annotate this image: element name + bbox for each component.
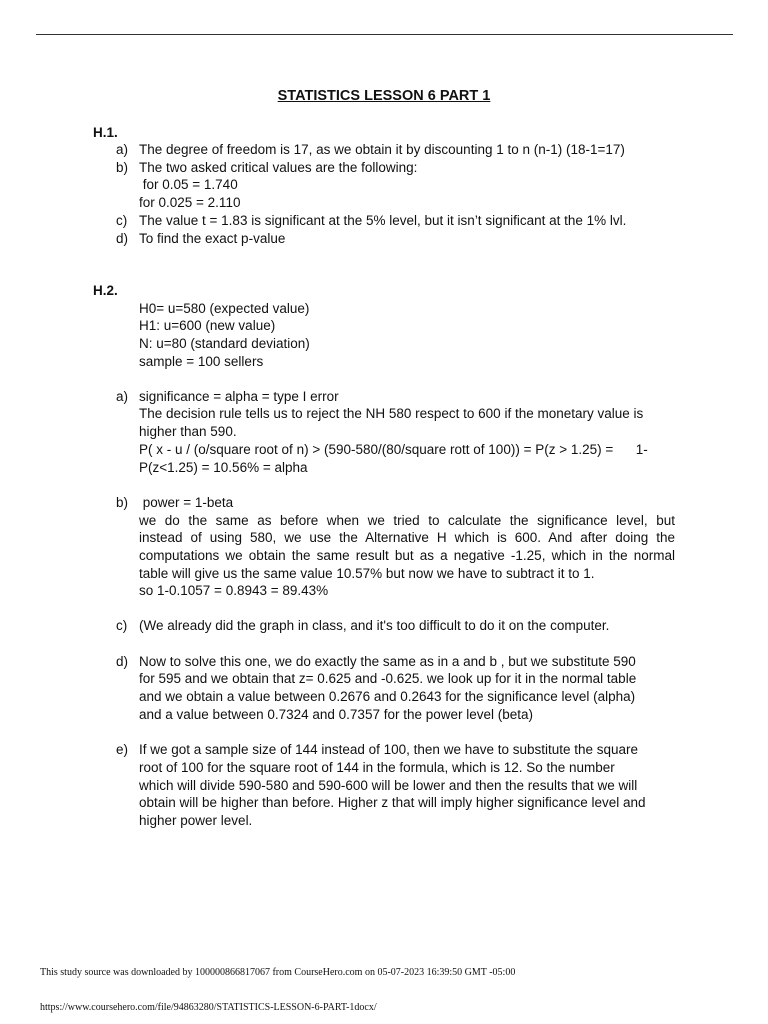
- h2-a-line: The decision rule tells us to reject the NH 580 respect to 600 if the monetary value is: [139, 406, 644, 421]
- h2-e-marker: e): [116, 742, 129, 757]
- h2-b-line: table will give us the same value 10.57% but now we have to subtract it to 1.: [139, 566, 595, 581]
- h2-given-line: sample = 100 sellers: [139, 354, 264, 369]
- h2-e-line: higher power level.: [139, 813, 253, 828]
- document-title: STATISTICS LESSON 6 PART 1: [277, 88, 491, 104]
- h2-e-line: root of 100 for the square root of 144 in the formula, which is 12. So the number: [139, 760, 615, 775]
- h1-a-marker: a): [116, 142, 129, 157]
- h2-b-line: computations we obtain the same result but as a negative -1.25, which in the normal: [139, 548, 675, 563]
- source-url[interactable]: https://www.coursehero.com/file/94863280/STATISTICS-LESSON-6-PART-1docx/: [40, 1002, 377, 1013]
- h2-c-marker: c): [116, 618, 128, 633]
- h2-given-line: N: u=80 (standard deviation): [139, 336, 310, 351]
- h2-b-line: instead of using 580, we use the Alternative H which is 600. And after doing the: [139, 530, 675, 545]
- h2-b-line: power = 1-beta: [139, 495, 234, 510]
- h2-b-line: we do the same as before when we tried to calculate the significance level, but: [139, 513, 675, 528]
- h1-c-text: The value t = 1.83 is significant at the 5% level, but it isn’t significant at the 1% lvl.: [139, 213, 627, 228]
- h2-a-line: P( x - u / (o/square root of n) > (590-580/(80/square rott of 100)) = P(z > 1.25) = 1-: [139, 442, 648, 457]
- h2-d-line: and we obtain a value between 0.2676 and 0.2643 for the significance level (alpha): [139, 689, 636, 704]
- h2-d-marker: d): [116, 654, 129, 669]
- h2-b-marker: b): [116, 495, 129, 510]
- h2-e-line: If we got a sample size of 144 instead of 100, then we have to substitute the square: [139, 742, 639, 757]
- h1-c-marker: c): [116, 213, 128, 228]
- h2-e-line: obtain will be higher than before. Higher z that will imply higher significance level and: [139, 795, 646, 810]
- h2-b-line: so 1-0.1057 = 0.8943 = 89.43%: [139, 583, 329, 598]
- h1-d-marker: d): [116, 231, 129, 246]
- h1-d-text: To find the exact p-value: [139, 231, 286, 246]
- download-notice: This study source was downloaded by 100000866817067 from CourseHero.com on 05-07-2023 16:39:50 GMT -05:00: [40, 967, 516, 978]
- h2-a-line: higher than 590.: [139, 424, 237, 439]
- h1-b-value-2: for 0.025 = 2.110: [139, 195, 241, 210]
- h2-d-line: for 595 and we obtain that z= 0.625 and -0.625. we look up for it in the normal table: [139, 671, 637, 686]
- h2-d-line: and a value between 0.7324 and 0.7357 for the power level (beta): [139, 707, 534, 722]
- h2-e-line: which will divide 590-580 and 590-600 will be lower and then the results that we will: [139, 778, 638, 793]
- h1-b-value-1: for 0.05 = 1.740: [139, 177, 238, 192]
- h2-c-text: (We already did the graph in class, and it's too difficult to do it on the computer.: [139, 618, 610, 633]
- h2-a-line: significance = alpha = type I error: [139, 389, 339, 404]
- h2-a-line: P(z<1.25) = 10.56% = alpha: [139, 460, 308, 475]
- h2-a-marker: a): [116, 389, 129, 404]
- header-rule: [36, 34, 733, 35]
- h2-given-line: H1: u=600 (new value): [139, 318, 276, 333]
- h2-d-line: Now to solve this one, we do exactly the same as in a and b , but we substitute 590: [139, 654, 636, 669]
- h1-b-text: The two asked critical values are the following:: [139, 160, 418, 175]
- section-h2-heading: H.2.: [93, 283, 118, 298]
- h1-b-marker: b): [116, 160, 129, 175]
- h2-given-line: H0= u=580 (expected value): [139, 301, 310, 316]
- section-h1-heading: H.1.: [93, 125, 118, 140]
- h1-a-text: The degree of freedom is 17, as we obtain it by discounting 1 to n (n-1) (18-1=17): [139, 142, 625, 157]
